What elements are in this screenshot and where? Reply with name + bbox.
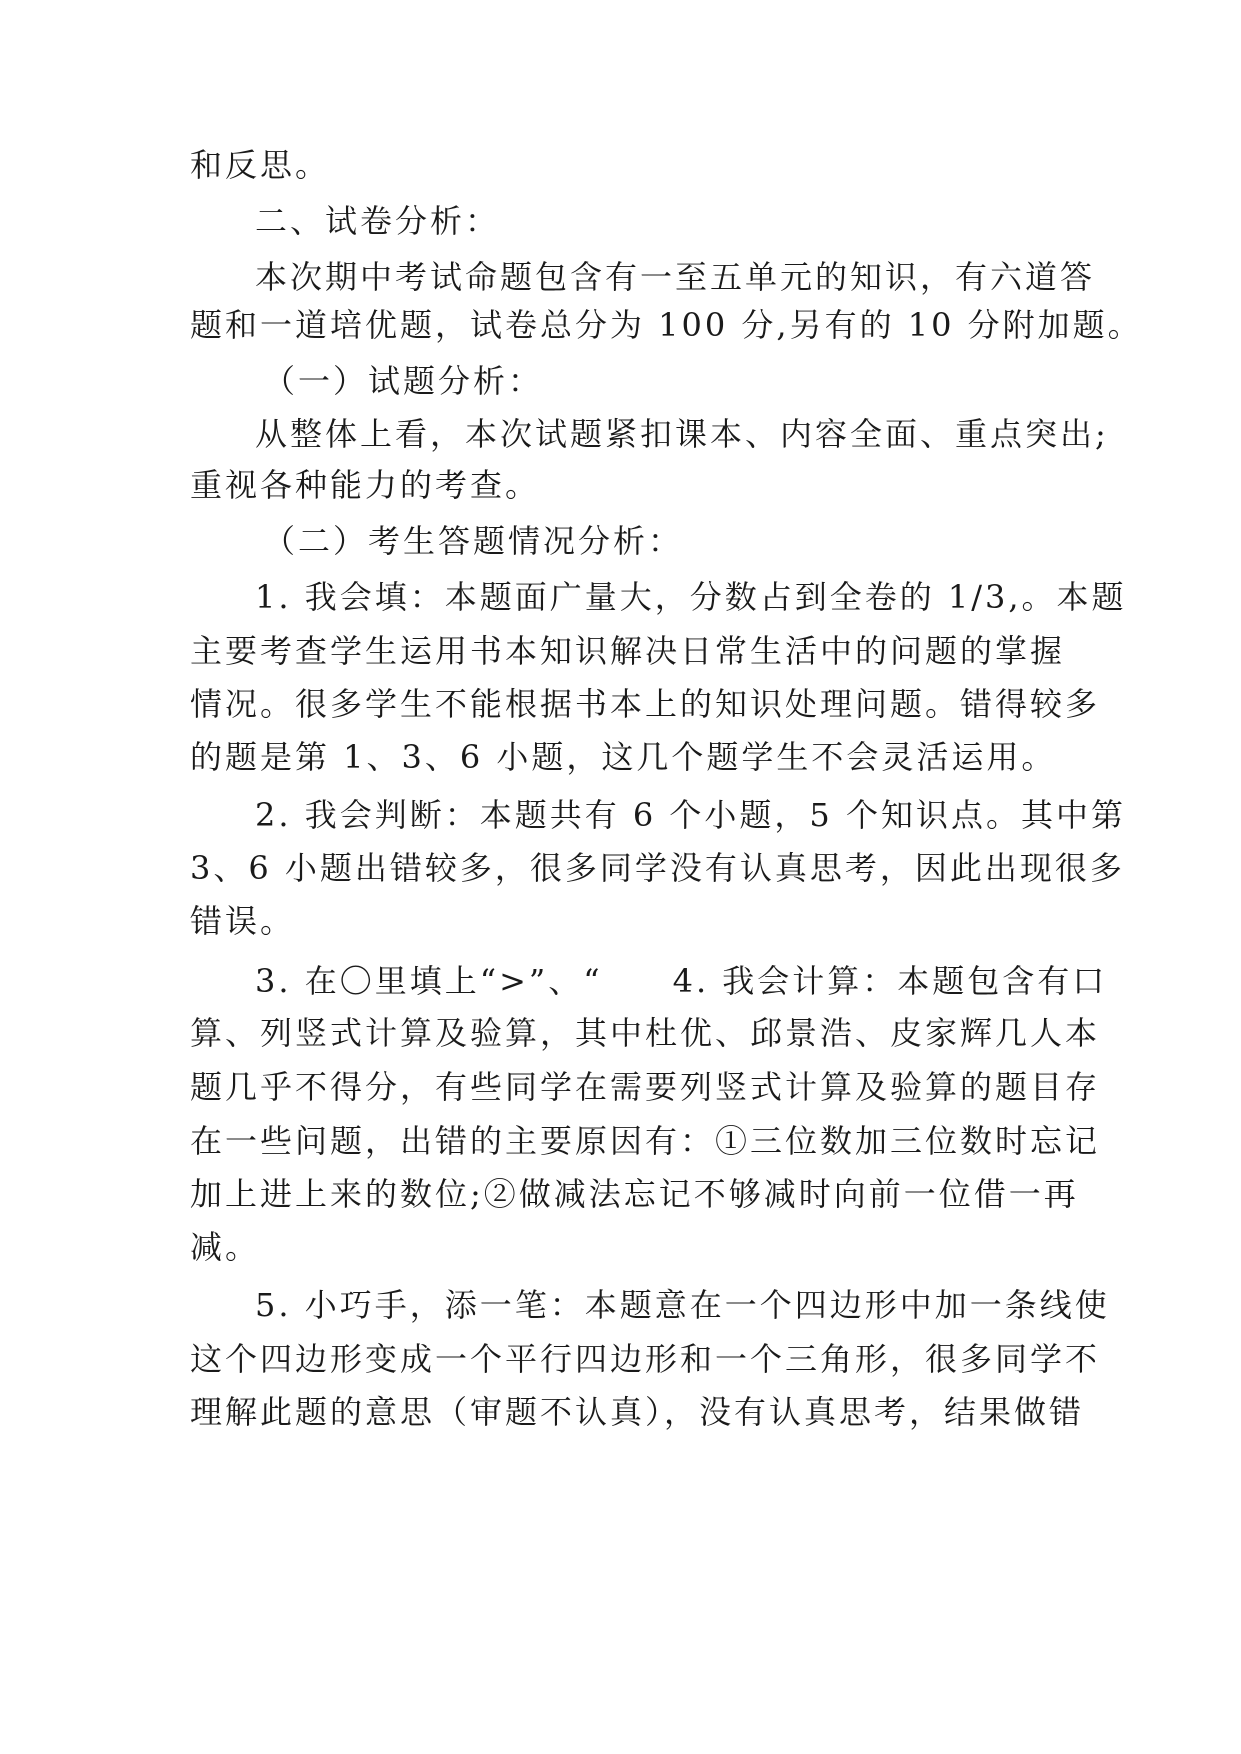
text-line: 在一些问题，出错的主要原因有：①三位数加三位数时忘记 xyxy=(190,1122,1101,1160)
text-line: 5. 小巧手，添一笔：本题意在一个四边形中加一条线使 xyxy=(255,1286,1110,1324)
text-line: 本次期中考试命题包含有一至五单元的知识，有六道答 xyxy=(255,258,1096,296)
text-line: 和反思。 xyxy=(190,146,331,184)
text-line: 情况。很多学生不能根据书本上的知识处理问题。错得较多 xyxy=(190,685,1101,723)
text-line: 1. 我会填：本题面广量大，分数占到全卷的 1/3,。本题 xyxy=(255,578,1127,616)
text-line: 理解此题的意思（审题不认真），没有认真思考，结果做错 xyxy=(190,1393,1085,1431)
subsection-heading: （一）试题分析： xyxy=(263,362,544,400)
text-line: 主要考查学生运用书本知识解决日常生活中的问题的掌握 xyxy=(190,632,1066,670)
text-line: 减。 xyxy=(190,1228,261,1266)
text-line: 2. 我会判断：本题共有 6 个小题，5 个知识点。其中第 xyxy=(255,796,1126,834)
text-line: 3、6 小题出错较多，很多同学没有认真思考，因此出现很多 xyxy=(190,849,1125,887)
text-line: 加上进上来的数位;②做减法忘记不够减时向前一位借一再 xyxy=(190,1175,1079,1213)
text-line: 从整体上看，本次试题紧扣课本、内容全面、重点突出; xyxy=(255,415,1109,453)
text-line: 重视各种能力的考查。 xyxy=(190,466,541,504)
text-line: 错误。 xyxy=(190,902,296,940)
section-heading: 二、试卷分析： xyxy=(255,202,501,240)
text-line: 3. 在〇里填上“>”、“ 4. 我会计算：本题包含有口 xyxy=(255,962,1108,1000)
text-line: 算、列竖式计算及验算，其中杜优、邱景浩、皮家辉几人本 xyxy=(190,1014,1101,1052)
text-line: 题几乎不得分，有些同学在需要列竖式计算及验算的题目存 xyxy=(190,1068,1101,1106)
text-line: 的题是第 1、3、6 小题，这几个题学生不会灵活运用。 xyxy=(190,738,1057,776)
text-line: 这个四边形变成一个平行四边形和一个三角形，很多同学不 xyxy=(190,1340,1101,1378)
text-line: 题和一道培优题，试卷总分为 100 分,另有的 10 分附加题。 xyxy=(190,306,1143,344)
subsection-heading: （二）考生答题情况分析： xyxy=(263,522,684,560)
